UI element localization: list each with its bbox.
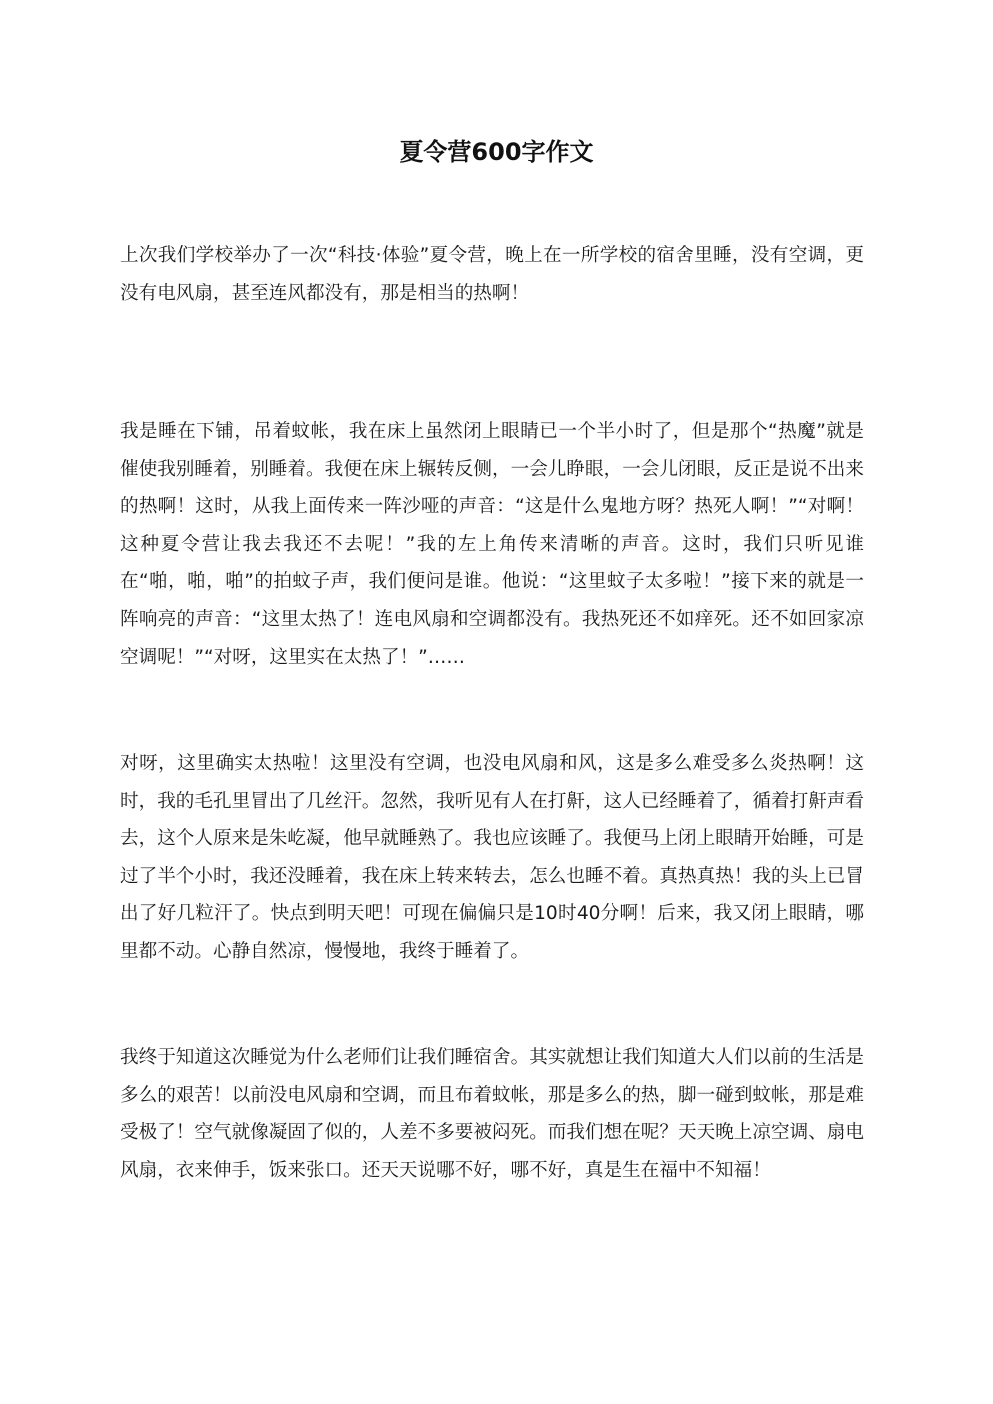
paragraph-4: 我终于知道这次睡觉为什么老师们让我们睡宿舍。其实就想让我们知道大人们以前的生活是多么的艰苦！以前没电风扇和空调，而且布着蚊帐，那是多么的热，脚一碰到蚊帐，那是难受极了！空气就像凝固了似的，人差不多要被闷死。而我们想在呢？天天晚上凉空调、扇电风扇，衣来伸手，饭来张口。还天天说哪不好，哪不好，真是生在福中不知福！ — [120, 1047, 864, 1181]
paragraph-3: 对呀，这里确实太热啦！这里没有空调，也没电风扇和风，这是多么难受多么炎热啊！这时，我的毛孔里冒出了几丝汗。忽然，我听见有人在打鼾，这人已经睡着了，循着打鼾声看去，这个人原来是朱屹凝，他早就睡熟了。我也应该睡了。我便马上闭上眼睛开始睡，可是过了半个小时，我还没睡着，我在床上转来转去，怎么也睡不着。真热真热！我的头上已冒出了好几粒汗了。快点到明天吧！可现在偏偏只是10时40分啊！后来，我又闭上眼睛，哪里都不动。心静自然凉，慢慢地，我终于睡着了。 — [120, 753, 864, 962]
paragraph-1: 上次我们学校举办了一次“科技·体验”夏令营，晚上在一所学校的宿舍里睡，没有空调，更没有电风扇，甚至连风都没有，那是相当的热啊！ — [120, 245, 864, 304]
page-title: 夏令营600字作文 — [399, 138, 594, 167]
paragraph-2: 我是睡在下铺，吊着蚊帐，我在床上虽然闭上眼睛已一个半小时了，但是那个“热魔”就是催使我别睡着，别睡着。我便在床上辗转反侧，一会儿睁眼，一会儿闭眼，反正是说不出来的热啊！这时，从我上面传来一阵沙哑的声音：“这是什么鬼地方呀？热死人啊！”“对啊！这种夏令营让我去我还不去呢！”我的左上角传来清晰的声音。这时，我们只听见谁在“啪，啪，啪”的拍蚊子声，我们便问是谁。他说：“这里蚊子太多啦！”接下来的就是一阵响亮的声音：“这里太热了！连电风扇和空调都没有。我热死还不如痒死。还不如回家凉空调呢！”“对呀，这里实在太热了！”…… — [120, 421, 864, 668]
